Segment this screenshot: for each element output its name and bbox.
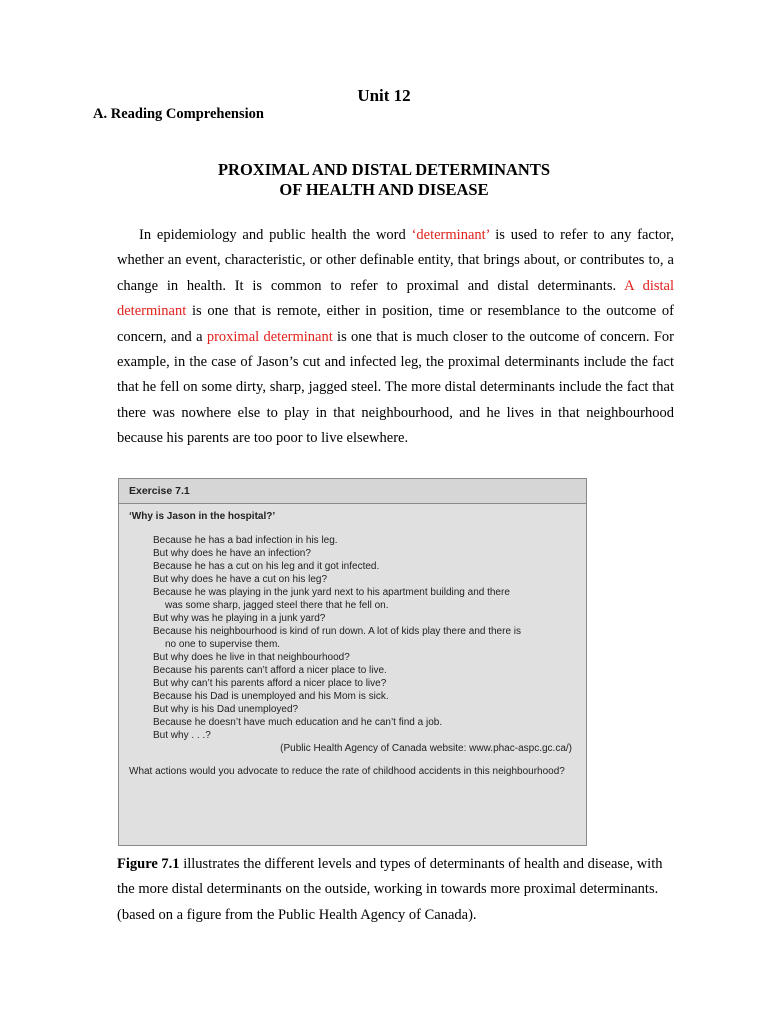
paragraph-text: In epidemiology and public health the word bbox=[139, 227, 412, 243]
highlighted-term-proximal: proximal determinant bbox=[206, 328, 333, 345]
article-title-line-1: PROXIMAL AND DISTAL DETERMINANTS bbox=[217, 160, 551, 179]
qa-line: Because he has a bad infection in his leg. bbox=[153, 535, 338, 546]
article-body bbox=[117, 223, 674, 452]
exercise-prompt: What actions would you advocate to reduce the rate of childhood accidents in this neighbourhood? bbox=[129, 766, 565, 777]
paragraph bbox=[117, 223, 674, 452]
highlighted-term-distal: A distal determinant bbox=[117, 277, 674, 320]
figure-caption-text: illustrates the different levels and types of determinants of health and disease, with the more distal determinants on the outside, working in towards more proximal determinants. (based on a figure from the Public Health Agency of Canada). bbox=[117, 856, 663, 923]
qa-line: But why does he live in that neighbourhood? bbox=[153, 652, 350, 663]
paragraph-text: is one that is much closer to the outcome of concern. For example, in the case of Jason’s cut and infected leg, the proximal determinants include the fact that he fell on some dirty, sharp, jagged steel. The more distal determinants include the fact that there was nowhere else to play in that neighbourhood, and he lives in that neighbourhood because his parents are too poor to live elsewhere. bbox=[117, 328, 674, 447]
section-heading: A. Reading Comprehension bbox=[93, 106, 264, 122]
qa-line: But why can’t his parents afford a nicer place to live? bbox=[153, 678, 387, 689]
qa-line: But why does he have an infection? bbox=[153, 548, 311, 559]
article-title-line-2: OF HEALTH AND DISEASE bbox=[279, 180, 489, 199]
qa-line: Because he was playing in the junk yard next to his apartment building and there was some sharp, jagged steel there that he fell on. bbox=[153, 587, 510, 611]
exercise-question: ‘Why is Jason in the hospital?’ bbox=[129, 511, 276, 522]
qa-line: But why is his Dad unemployed? bbox=[153, 704, 299, 715]
qa-line: Because his parents can’t afford a nicer place to live. bbox=[153, 665, 387, 676]
exercise-box bbox=[118, 478, 587, 846]
qa-line: But why . . .? bbox=[153, 730, 211, 741]
figure-caption bbox=[117, 852, 677, 928]
article-title bbox=[0, 160, 768, 200]
unit-title: Unit 12 bbox=[357, 86, 411, 105]
qa-line: Because his neighbourhood is kind of run down. A lot of kids play there and there is no one to supervise them. bbox=[153, 626, 522, 650]
paragraph-text: is used to refer to any factor, whether an event, characteristic, or other definable entity, that brings about, or contributes to, a change in health. It is common to refer to proximal and distal determinants. bbox=[117, 227, 675, 294]
exercise-qa-list bbox=[153, 534, 586, 742]
qa-line: But why was he playing in a junk yard? bbox=[153, 613, 326, 624]
paragraph-text: is one that is remote, either in position, time or resemblance to the outcome of concern, and a bbox=[117, 303, 674, 345]
figure-reference: Figure 7.1 bbox=[117, 856, 180, 872]
qa-line: But why does he have a cut on his leg? bbox=[153, 574, 328, 585]
exercise-source: (Public Health Agency of Canada website: www.phac-aspc.gc.ca/) bbox=[280, 743, 572, 754]
highlighted-term-determinant: ‘determinant’ bbox=[411, 227, 490, 243]
qa-line: Because he doesn’t have much education and he can’t find a job. bbox=[153, 717, 443, 728]
qa-line: Because his Dad is unemployed and his Mom is sick. bbox=[153, 691, 389, 702]
qa-line: Because he has a cut on his leg and it got infected. bbox=[153, 561, 380, 572]
exercise-header: Exercise 7.1 bbox=[119, 479, 586, 504]
